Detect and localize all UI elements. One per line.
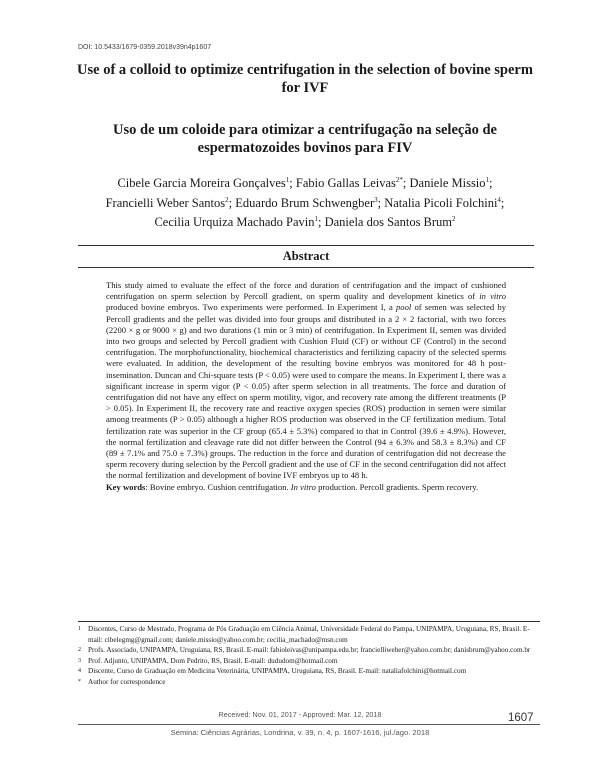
received-dates: Received: Nov. 01, 2017 - Approved: Mar. 12, 2018 <box>218 710 382 719</box>
footnote-mark: 2 <box>78 647 81 653</box>
abstract-paragraph <box>106 280 506 482</box>
footnote-mark: 4 <box>78 668 81 674</box>
footnote-text: Prof. Adjunto, UNIPAMPA, Dom Pedrito, RS, Brasil. E-mail: dududom@hotmail.com <box>88 656 338 665</box>
keywords <box>106 482 506 493</box>
author-name: Natalia Picoli Folchini <box>384 195 498 210</box>
author-name: Eduardo Brum Schwengber <box>235 195 375 210</box>
author-list <box>70 174 540 233</box>
abstract-text: of semen was selected by Percoll gradients and the pellet was divided into four groups and distributed in a 2 × 2 factorial, with two forces (2200 × g or 9000 × g) and two durations (1 min or 3 min) of centrifugation. In Experiment II, semen was divided into two groups and selected by Percoll gradient with Cushion Fluid (CF) or without CF (Control) in the second centrifugation. The morphofunctionality, biochemical characteristics and fertilizing capacity of the selected sperms were evaluated. In addition, the development of the resulting bovine embryos was monitored for 48 h post-insemination. Duncan and Chi-square tests (P < 0.05) were used to compare the means. In Experiment I, there was a significant increase in sperm vigor (P < 0.05) after sperm selection in all treatments. The force and duration of centrifugation did not have any effect on sperm motility, vigor, and recovery rate among the different treatments (P > 0.05). In Experiment II, the recovery rate and reactive oxygen species (ROS) production in semen were similar among treatments (P > 0.05) although a higher ROS production was observed in the CF fertilization medium. Total fertilization rate was superior in the CF group (65.4 ± 5.3%) compared to that in Control (39.6 ± 4.9%). However, the normal fertilization and cleavage rate did not differ between the Control (94 ± 6.3% and 58.3 ± 8.3%) and CF (89 ± 7.1% and 75.0 ± 7.3%) groups. The reduction in the force and duration of centrifugation did not decrease the sperm recovery during selection by the Percoll gradient and the use of CF in the second centrifugation did not affect the normal fertilization and development of bovine IVF embryos up to 48 h. <box>106 302 506 481</box>
author-affiliation: 2* <box>395 175 403 184</box>
footnote-mark: 3 <box>78 657 81 664</box>
doi: DOI: 10.5433/1679-0359.2018v39n4p1607 <box>78 44 212 51</box>
journal-citation: Semina: Ciências Agrárias, Londrina, v. 39, n. 4, p. 1607-1616, jul./ago. 2018 <box>170 728 430 737</box>
author-affiliation: 1 <box>485 175 490 184</box>
keywords-italic-term: In vitro <box>290 481 316 492</box>
abstract-text: produced bovine embryos. Two experiments were performed. In Experiment I, a <box>106 302 396 313</box>
author-affiliation: 1 <box>285 175 290 184</box>
author-line-2: Francielli Weber Santos$^2$; Eduardo Brum Schwengber$^3$; Natalia Picoli Folchini$^4$; <box>105 195 505 210</box>
abstract-text: This study aimed to evaluate the effect of the force and duration of centrifugation and the impact of cushioned centrifugation on sperm selection by Percoll gradient, on sperm quality and development kinetics of <box>106 280 506 302</box>
footnote <box>78 677 540 688</box>
author-affiliation: 2 <box>225 195 229 204</box>
author-line-3: Cecilia Urquiza Machado Pavin$^1$; Daniela dos Santos Brum$^2$ <box>154 214 456 229</box>
footnote-text: Discente, Curso de Graduação em Medicina Veterinária, UNIPAMPA, Uruguiana, RS, Brasil. E-mail: nataliafolchini@hotmail.com <box>88 667 467 675</box>
keywords-text: : Bovine embryo. Cushion centrifugation. <box>145 481 291 492</box>
abstract-heading-box <box>78 245 534 268</box>
footnote-mark: * <box>78 678 81 685</box>
author-line-1: Cibele Garcia Moreira Gonçalves$^1$; Fabio Gallas Leivas$^{2*}$; Daniele Missio$^1$; <box>117 175 493 190</box>
author-name: Cecilia Urquiza Machado Pavin <box>154 215 315 229</box>
footnote <box>78 666 540 677</box>
abstract-heading: Abstract <box>282 249 330 263</box>
author-affiliation: 4 <box>497 195 501 204</box>
page-number: 1607 <box>508 712 534 724</box>
abstract-italic-term: in vitro <box>479 291 506 302</box>
keywords-label: Key words <box>106 481 146 492</box>
footnote-text: Author for correspondence <box>88 677 166 686</box>
title-portuguese: Uso de um coloide para otimizar a centrifugação na seleção de espermatozoides bovinos para FIV <box>113 122 497 156</box>
author-name: Cibele Garcia Moreira Gonçalves <box>117 176 286 190</box>
author-name: Daniele Missio <box>409 176 486 190</box>
author-name: Daniela dos Santos Brum <box>324 215 453 229</box>
footnote <box>78 624 540 645</box>
footer-divider <box>78 724 540 725</box>
author-affiliation: 3 <box>374 195 378 204</box>
footnote-mark: 1 <box>78 626 81 632</box>
abstract-italic-term: pool <box>395 302 412 313</box>
keywords-text: production. Percoll gradients. Sperm recovery. <box>315 481 479 492</box>
footnotes <box>78 621 540 687</box>
footnote <box>78 656 540 667</box>
title-english: Use of a colloid to optimize centrifugation in the selection of bovine sperm for IVF <box>77 62 533 96</box>
author-affiliation: 1 <box>314 214 318 223</box>
footnote-text: Profs. Associado, UNIPAMPA, Uruguiana, RS, Brasil. E-mail: fabioleivas@unipampa.edu.br; francielliweber@yahoo.com.br; danisbrum@yahoo.com.br <box>88 646 531 654</box>
footnote <box>78 645 540 656</box>
abstract-body <box>106 280 506 493</box>
footnote-text: Discentes, Curso de Mestrado, Programa de Pós Graduação em Ciência Animal, Universidade Federal do Pampa, UNIPAMPA, Uruguiana, RS, Brasil. E-mail: cibelegmg@gmail.com; daniele.missio@yahoo.com.br; cecilia_machado@msn.com <box>88 625 530 644</box>
author-name: Fabio Gallas Leivas <box>295 176 396 190</box>
author-affiliation: 2 <box>452 214 456 223</box>
author-name: Francielli Weber Santos <box>105 195 226 210</box>
